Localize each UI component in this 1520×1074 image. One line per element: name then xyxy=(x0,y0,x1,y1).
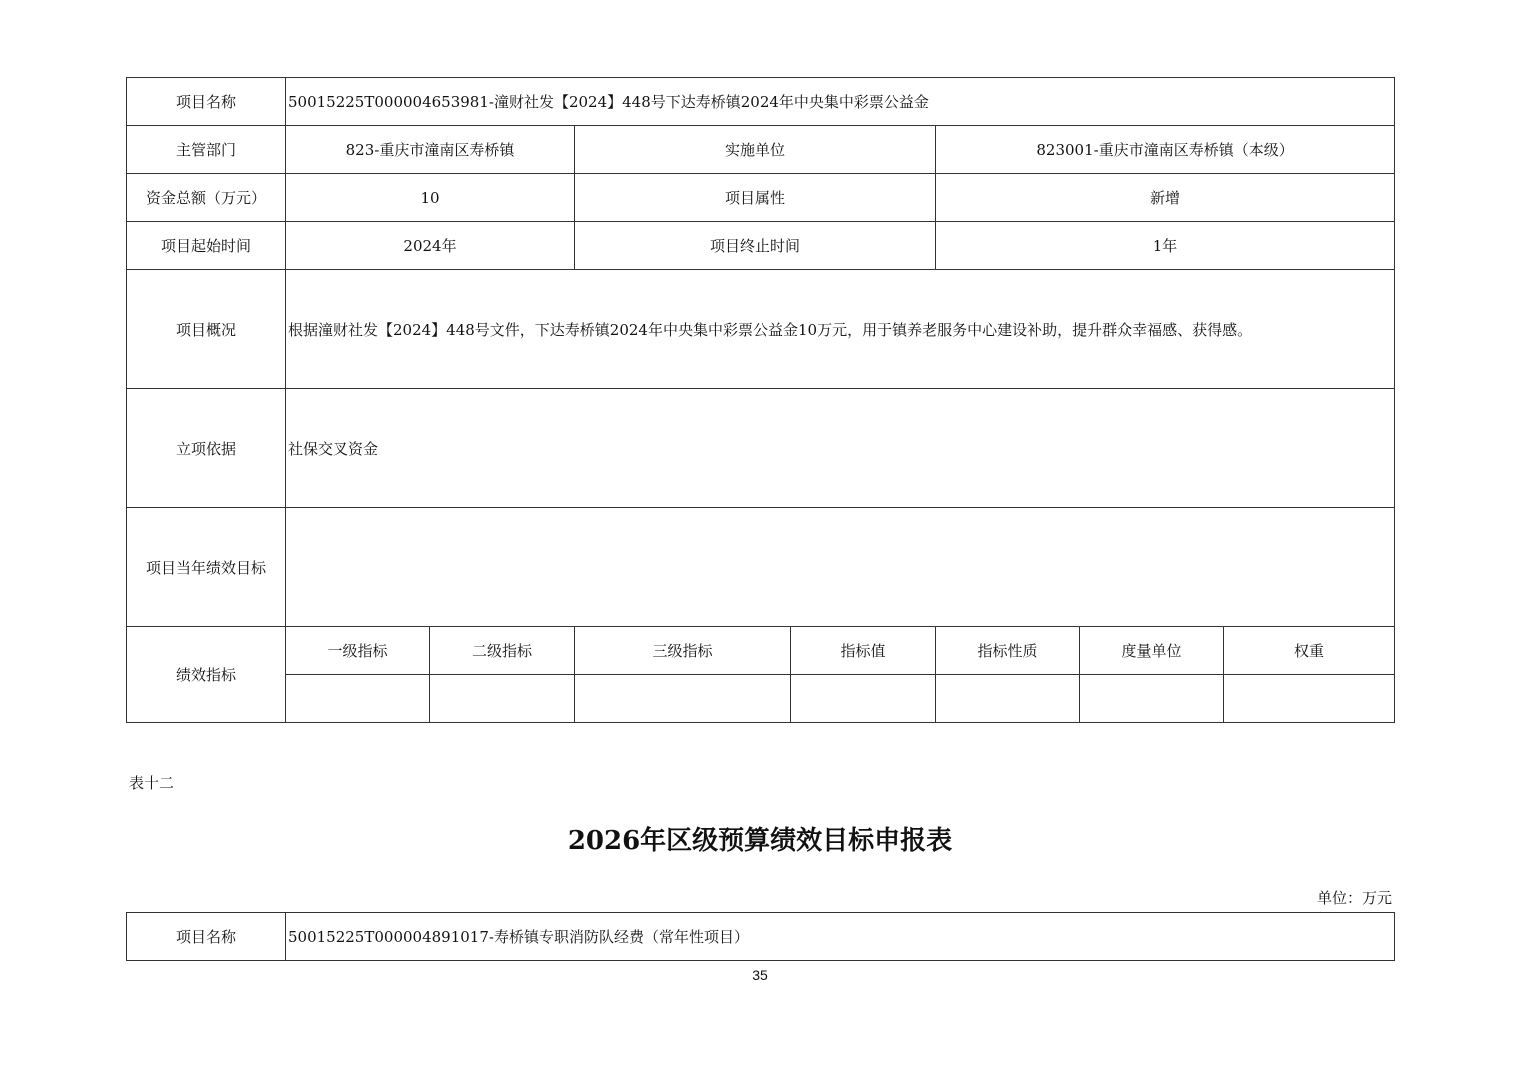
basis-value: 社保交叉资金 xyxy=(286,389,1395,508)
indicator-header-4: 指标值 xyxy=(791,627,936,675)
indicator-header-3: 三级指标 xyxy=(575,627,791,675)
page-number: 35 xyxy=(752,967,768,983)
report-title: 2026年区级预算绩效目标申报表 xyxy=(567,826,953,856)
indicator-header-7: 权重 xyxy=(1224,627,1395,675)
project-name-label-2: 项目名称 xyxy=(127,913,286,961)
indicator-header-2: 二级指标 xyxy=(430,627,575,675)
attr-label: 项目属性 xyxy=(575,174,936,222)
indicator-cell xyxy=(936,675,1080,723)
funds-value: 10 xyxy=(286,174,575,222)
funds-label: 资金总额（万元） xyxy=(127,174,286,222)
overview-label: 项目概况 xyxy=(127,270,286,389)
end-label: 项目终止时间 xyxy=(575,222,936,270)
indicator-cell xyxy=(430,675,575,723)
indicator-header-5: 指标性质 xyxy=(936,627,1080,675)
indicator-cell xyxy=(575,675,791,723)
project-table xyxy=(126,77,1395,723)
project-name-value: 50015225T000004653981-潼财社发【2024】448号下达寿桥镇2024年中央集中彩票公益金 xyxy=(286,78,1395,126)
project-table-2 xyxy=(126,912,1395,961)
indicator-cell xyxy=(1224,675,1395,723)
goal-value xyxy=(286,508,1395,627)
unit-label: 单位：万元 xyxy=(1316,889,1392,907)
end-value: 1年 xyxy=(936,222,1395,270)
attr-value: 新增 xyxy=(936,174,1395,222)
table-caption: 表十二 xyxy=(129,774,175,792)
dept-label: 主管部门 xyxy=(127,126,286,174)
project-name-label: 项目名称 xyxy=(127,78,286,126)
indicator-cell xyxy=(286,675,430,723)
goal-label: 项目当年绩效目标 xyxy=(127,508,286,627)
start-value: 2024年 xyxy=(286,222,575,270)
start-label: 项目起始时间 xyxy=(127,222,286,270)
impl-unit-value: 823001-重庆市潼南区寿桥镇（本级） xyxy=(936,126,1395,174)
dept-value: 823-重庆市潼南区寿桥镇 xyxy=(286,126,575,174)
basis-label: 立项依据 xyxy=(127,389,286,508)
indicator-cell xyxy=(1080,675,1224,723)
project-name-value-2: 50015225T000004891017-寿桥镇专职消防队经费（常年性项目） xyxy=(286,913,1395,961)
indicator-label: 绩效指标 xyxy=(127,627,286,723)
indicator-cell xyxy=(791,675,936,723)
overview-value: 根据潼财社发【2024】448号文件，下达寿桥镇2024年中央集中彩票公益金10万元，用于镇养老服务中心建设补助，提升群众幸福感、获得感。 xyxy=(286,270,1395,389)
indicator-header-1: 一级指标 xyxy=(286,627,430,675)
indicator-header-6: 度量单位 xyxy=(1080,627,1224,675)
impl-unit-label: 实施单位 xyxy=(575,126,936,174)
